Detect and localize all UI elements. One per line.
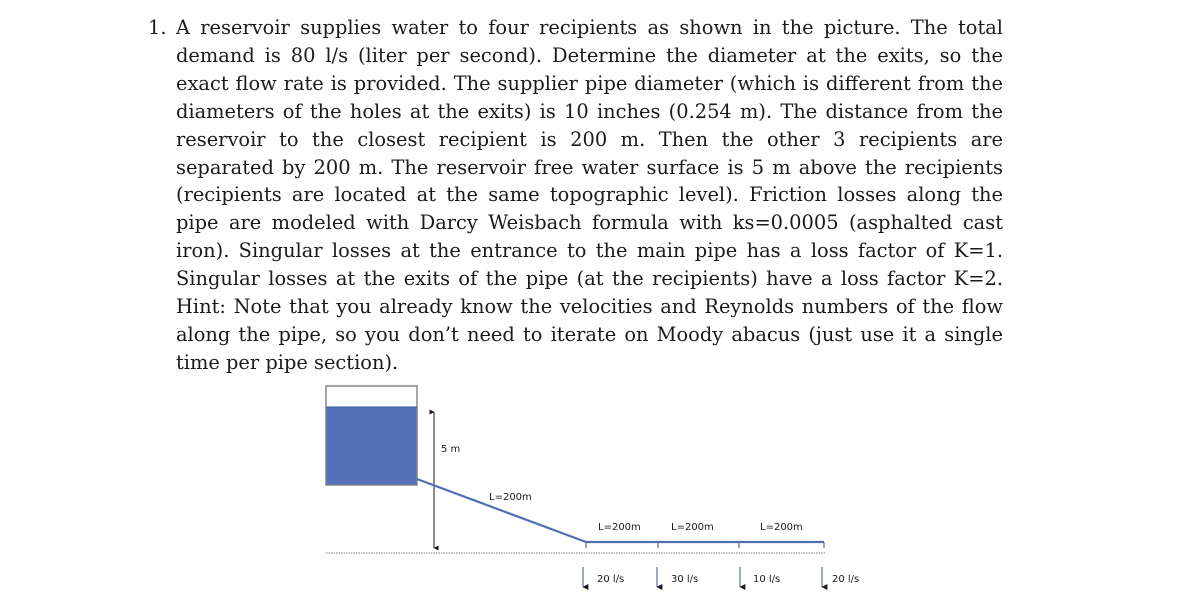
segment-label-2: L=200m [671,522,714,533]
reservoir-water [327,407,417,484]
outflow-label-4: 20 l/s [832,574,860,585]
segment-label-3: L=200m [760,522,803,533]
outflow-label-3: 10 l/s [753,574,781,585]
outflow-label-2: 30 l/s [671,574,699,585]
segment-label-1: L=200m [598,522,641,533]
problem-text: A reservoir supplies water to four recipients as shown in the picture. The total demand is 80 l/s (liter per second). Determine the diameter at the exits, so the exact flow rate is provided. The supplier pipe diameter (which is different from the diameters of the holes at the exits) is 10 inches (0.254 m). The distance from the reservoir to the closest recipient is 200 m. Then the other 3 recipients are separated by 200 m. The reservoir free water surface is 5 m above the recipients (recipients are located at the same topographic level). Friction losses along the pipe are modeled with Darcy Weisbach formula with ks=0.0005 (asphalted cast iron). Singular losses at the entrance to the main pipe has a loss factor of K=1. Singular losses at the exits of the pipe (at the recipients) have a loss factor K=2. Hint: Note that you already know the velocities and Reynolds numbers of the flow along the pipe, so you don’t need to iterate on Moody abacus (just use it a single time per pipe section). [176,16,1003,374]
main-pipe-inclined [417,479,586,542]
outflow-label-1: 20 l/s [597,574,625,585]
inclined-pipe-label: L=200m [489,492,532,503]
problem-number: 1. [148,16,167,39]
head-label: 5 m [441,444,461,455]
